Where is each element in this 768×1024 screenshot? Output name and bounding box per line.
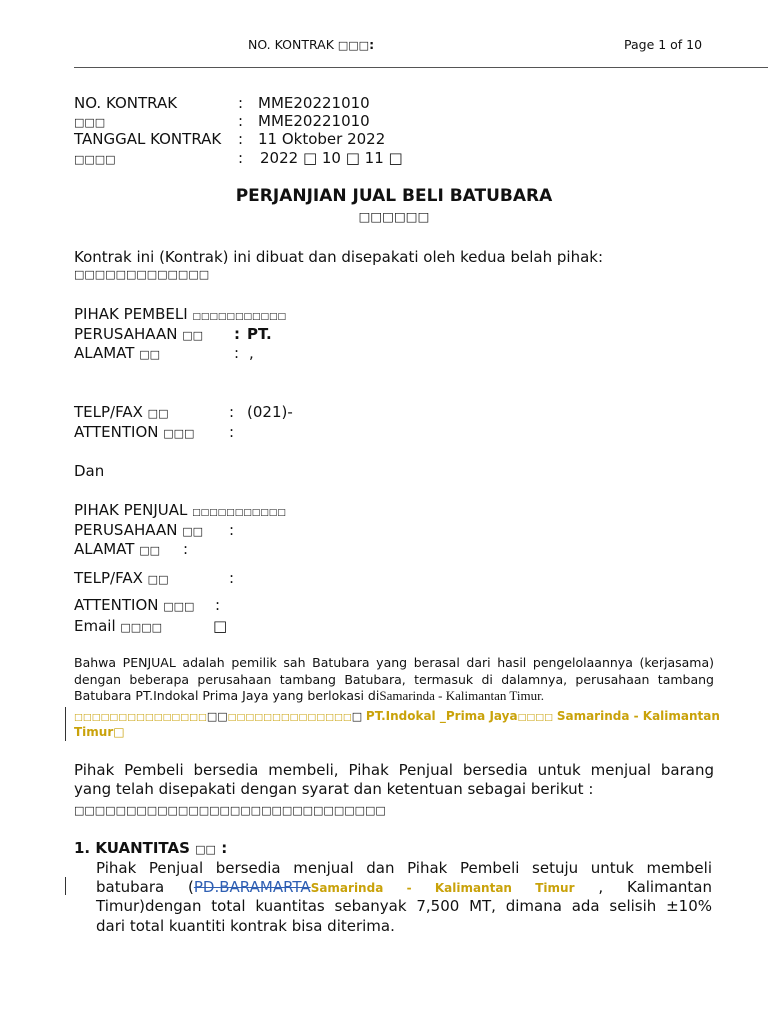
buyer-heading-cn: □□□□□□□□□□□ xyxy=(192,312,286,322)
quantity-text: , Kalimantan xyxy=(598,878,712,896)
terms-intro-cn-text: □□□□□□□□□□□□□□□□□□□□□□□□□□□□□□ xyxy=(74,804,386,817)
seller-attention-row xyxy=(74,596,474,614)
field-value: PT. xyxy=(247,325,272,343)
field-value: , xyxy=(249,344,254,362)
contract-date-row xyxy=(74,130,474,148)
field-colon: : xyxy=(229,521,235,539)
field-label-cn: □□□ xyxy=(163,600,195,613)
tracked-note-mark: □□ xyxy=(206,710,228,723)
seller-statement-line xyxy=(74,688,714,704)
seller-statement-location: Samarinda - Kalimantan Timur. xyxy=(379,688,544,703)
page-number: Page 1 of 10 xyxy=(624,37,703,52)
field-value: MME20221010 xyxy=(258,94,370,112)
field-value: 11 Oktober 2022 xyxy=(258,130,386,148)
preamble-text-cn: □□□□□□□□□□□□□ xyxy=(74,268,210,281)
contract-date-cn-row xyxy=(74,149,474,167)
header-contract-label-cn: □□□ xyxy=(337,39,370,52)
buyer-heading xyxy=(74,305,286,326)
field-label: PERUSAHAAN xyxy=(74,521,178,539)
change-bar xyxy=(65,877,66,895)
seller-company-row xyxy=(74,521,474,539)
seller-heading-cn: □□□□□□□□□□□ xyxy=(192,508,286,518)
document-title-cn: □□□□□□ xyxy=(358,209,430,224)
quantity-line: Timur)dengan total kuantitas sebanyak 7,500 MT, dimana ada selisih ±10% xyxy=(96,897,712,915)
field-label: TELP/FAX xyxy=(74,569,143,587)
buyer-heading-label: PIHAK PEMBELI xyxy=(74,305,188,323)
field-label-cn: □□ xyxy=(182,329,204,342)
section-title: KUANTITAS xyxy=(95,839,190,857)
tracked-note-company: PT.Indokal _Prima Jaya xyxy=(365,709,518,723)
field-colon: : xyxy=(238,149,244,167)
quantity-line xyxy=(96,878,712,897)
seller-phone-row xyxy=(74,569,474,587)
field-label: □□□ xyxy=(74,116,106,129)
section-title-cn: □□ xyxy=(195,843,216,856)
field-label-cn: □□ xyxy=(182,525,204,538)
section-colon: : xyxy=(221,839,228,857)
terms-intro-cn xyxy=(74,800,714,820)
contract-number-cn-row xyxy=(74,112,474,130)
tracked-note-location: Samarinda - Kalimantan xyxy=(556,709,720,723)
header-colon: : xyxy=(369,37,375,52)
document-title: PERJANJIAN JUAL BELI BATUBARA xyxy=(235,186,553,206)
field-label: Email xyxy=(74,617,116,635)
field-colon: : xyxy=(229,423,235,441)
buyer-phone-row xyxy=(74,403,474,421)
field-label: ALAMAT xyxy=(74,344,135,362)
field-label-cn: □□ xyxy=(139,544,161,557)
field-colon: : xyxy=(238,112,244,130)
field-label: TANGGAL KONTRAK xyxy=(74,130,222,148)
field-label-cn: □□ xyxy=(147,573,169,586)
field-label-cn: □□ xyxy=(147,407,169,420)
section-quantity-heading xyxy=(74,839,227,859)
tracked-deletion: PD.BARAMARTA xyxy=(193,878,311,896)
quantity-line: dari total kuantiti kontrak bisa diterima. xyxy=(96,917,395,935)
field-label: ATTENTION xyxy=(74,423,159,441)
field-colon: : xyxy=(215,596,221,614)
field-label: ALAMAT xyxy=(74,540,135,558)
seller-statement-text: Batubara PT.Indokal Prima Jaya yang berlokasi di xyxy=(74,688,380,703)
field-colon: : xyxy=(229,403,235,421)
field-colon: □ xyxy=(213,617,228,635)
field-label: TELP/FAX xyxy=(74,403,143,421)
field-colon: : xyxy=(234,325,240,343)
quantity-line: Pihak Penjual bersedia menjual dan Pihak Pembeli setuju untuk membeli xyxy=(96,859,712,877)
field-value: 2022 □ 10 □ 11 □ xyxy=(260,149,403,167)
buyer-attention-row xyxy=(74,423,474,441)
section-number: 1. xyxy=(74,839,91,857)
seller-statement-line: Bahwa PENJUAL adalah pemilik sah Batubara yang berasal dari hasil pengelolaannya (kerjasama) xyxy=(74,655,714,670)
header-contract-number xyxy=(248,37,374,54)
field-label: PERUSAHAAN xyxy=(74,325,178,343)
change-bar xyxy=(65,707,66,741)
field-label-cn: □□□ xyxy=(163,427,195,440)
seller-statement-line: dengan beberapa perusahaan tambang Batubara, termasuk di dalamnya, perusahaan tambang xyxy=(74,672,714,687)
field-colon: : xyxy=(183,540,189,558)
field-value: (021)- xyxy=(247,403,293,421)
header-rule xyxy=(74,67,768,68)
seller-address-row xyxy=(74,540,474,558)
contract-number-row xyxy=(74,94,474,112)
seller-heading-label: PIHAK PENJUAL xyxy=(74,501,188,519)
terms-intro-line: Pihak Pembeli bersedia membeli, Pihak Penjual bersedia untuk menjual barang xyxy=(74,761,714,779)
seller-heading xyxy=(74,501,286,522)
tracked-insertion: Samarinda - Kalimantan Timur xyxy=(310,881,575,895)
field-colon: : xyxy=(238,130,244,148)
field-value: MME20221010 xyxy=(258,112,370,130)
tracked-note-cn: □□□□□□□□□□□□□□ xyxy=(227,712,352,723)
tracked-note-line2: Timur□ xyxy=(74,725,125,739)
field-colon: : xyxy=(229,569,235,587)
header-contract-label: NO. KONTRAK xyxy=(248,37,334,52)
connector-text: Dan xyxy=(74,462,105,480)
field-label-cn: □□□□ xyxy=(120,621,162,634)
field-label: NO. KONTRAK xyxy=(74,94,178,112)
preamble-text: Kontrak ini (Kontrak) ini dibuat dan disepakati oleh kedua belah pihak: xyxy=(74,248,604,266)
tracked-note-cn: □□□□□□□□□□□□□□□ xyxy=(74,712,207,723)
field-label: ATTENTION xyxy=(74,596,159,614)
field-colon: : xyxy=(234,344,240,362)
tracked-note-cn: □□□□ xyxy=(517,712,554,723)
tracked-note-mark: □ xyxy=(351,710,363,723)
seller-email-row xyxy=(74,617,474,635)
field-label-cn: □□ xyxy=(139,348,161,361)
buyer-address-row xyxy=(74,344,474,362)
buyer-company-row xyxy=(74,325,474,343)
field-label: □□□□ xyxy=(74,153,116,166)
terms-intro-line: yang telah disepakati dengan syarat dan ketentuan sebagai berikut : xyxy=(74,780,594,798)
quantity-text: batubara ( xyxy=(96,878,194,896)
tracked-note-line xyxy=(74,708,720,726)
field-colon: : xyxy=(238,94,244,112)
